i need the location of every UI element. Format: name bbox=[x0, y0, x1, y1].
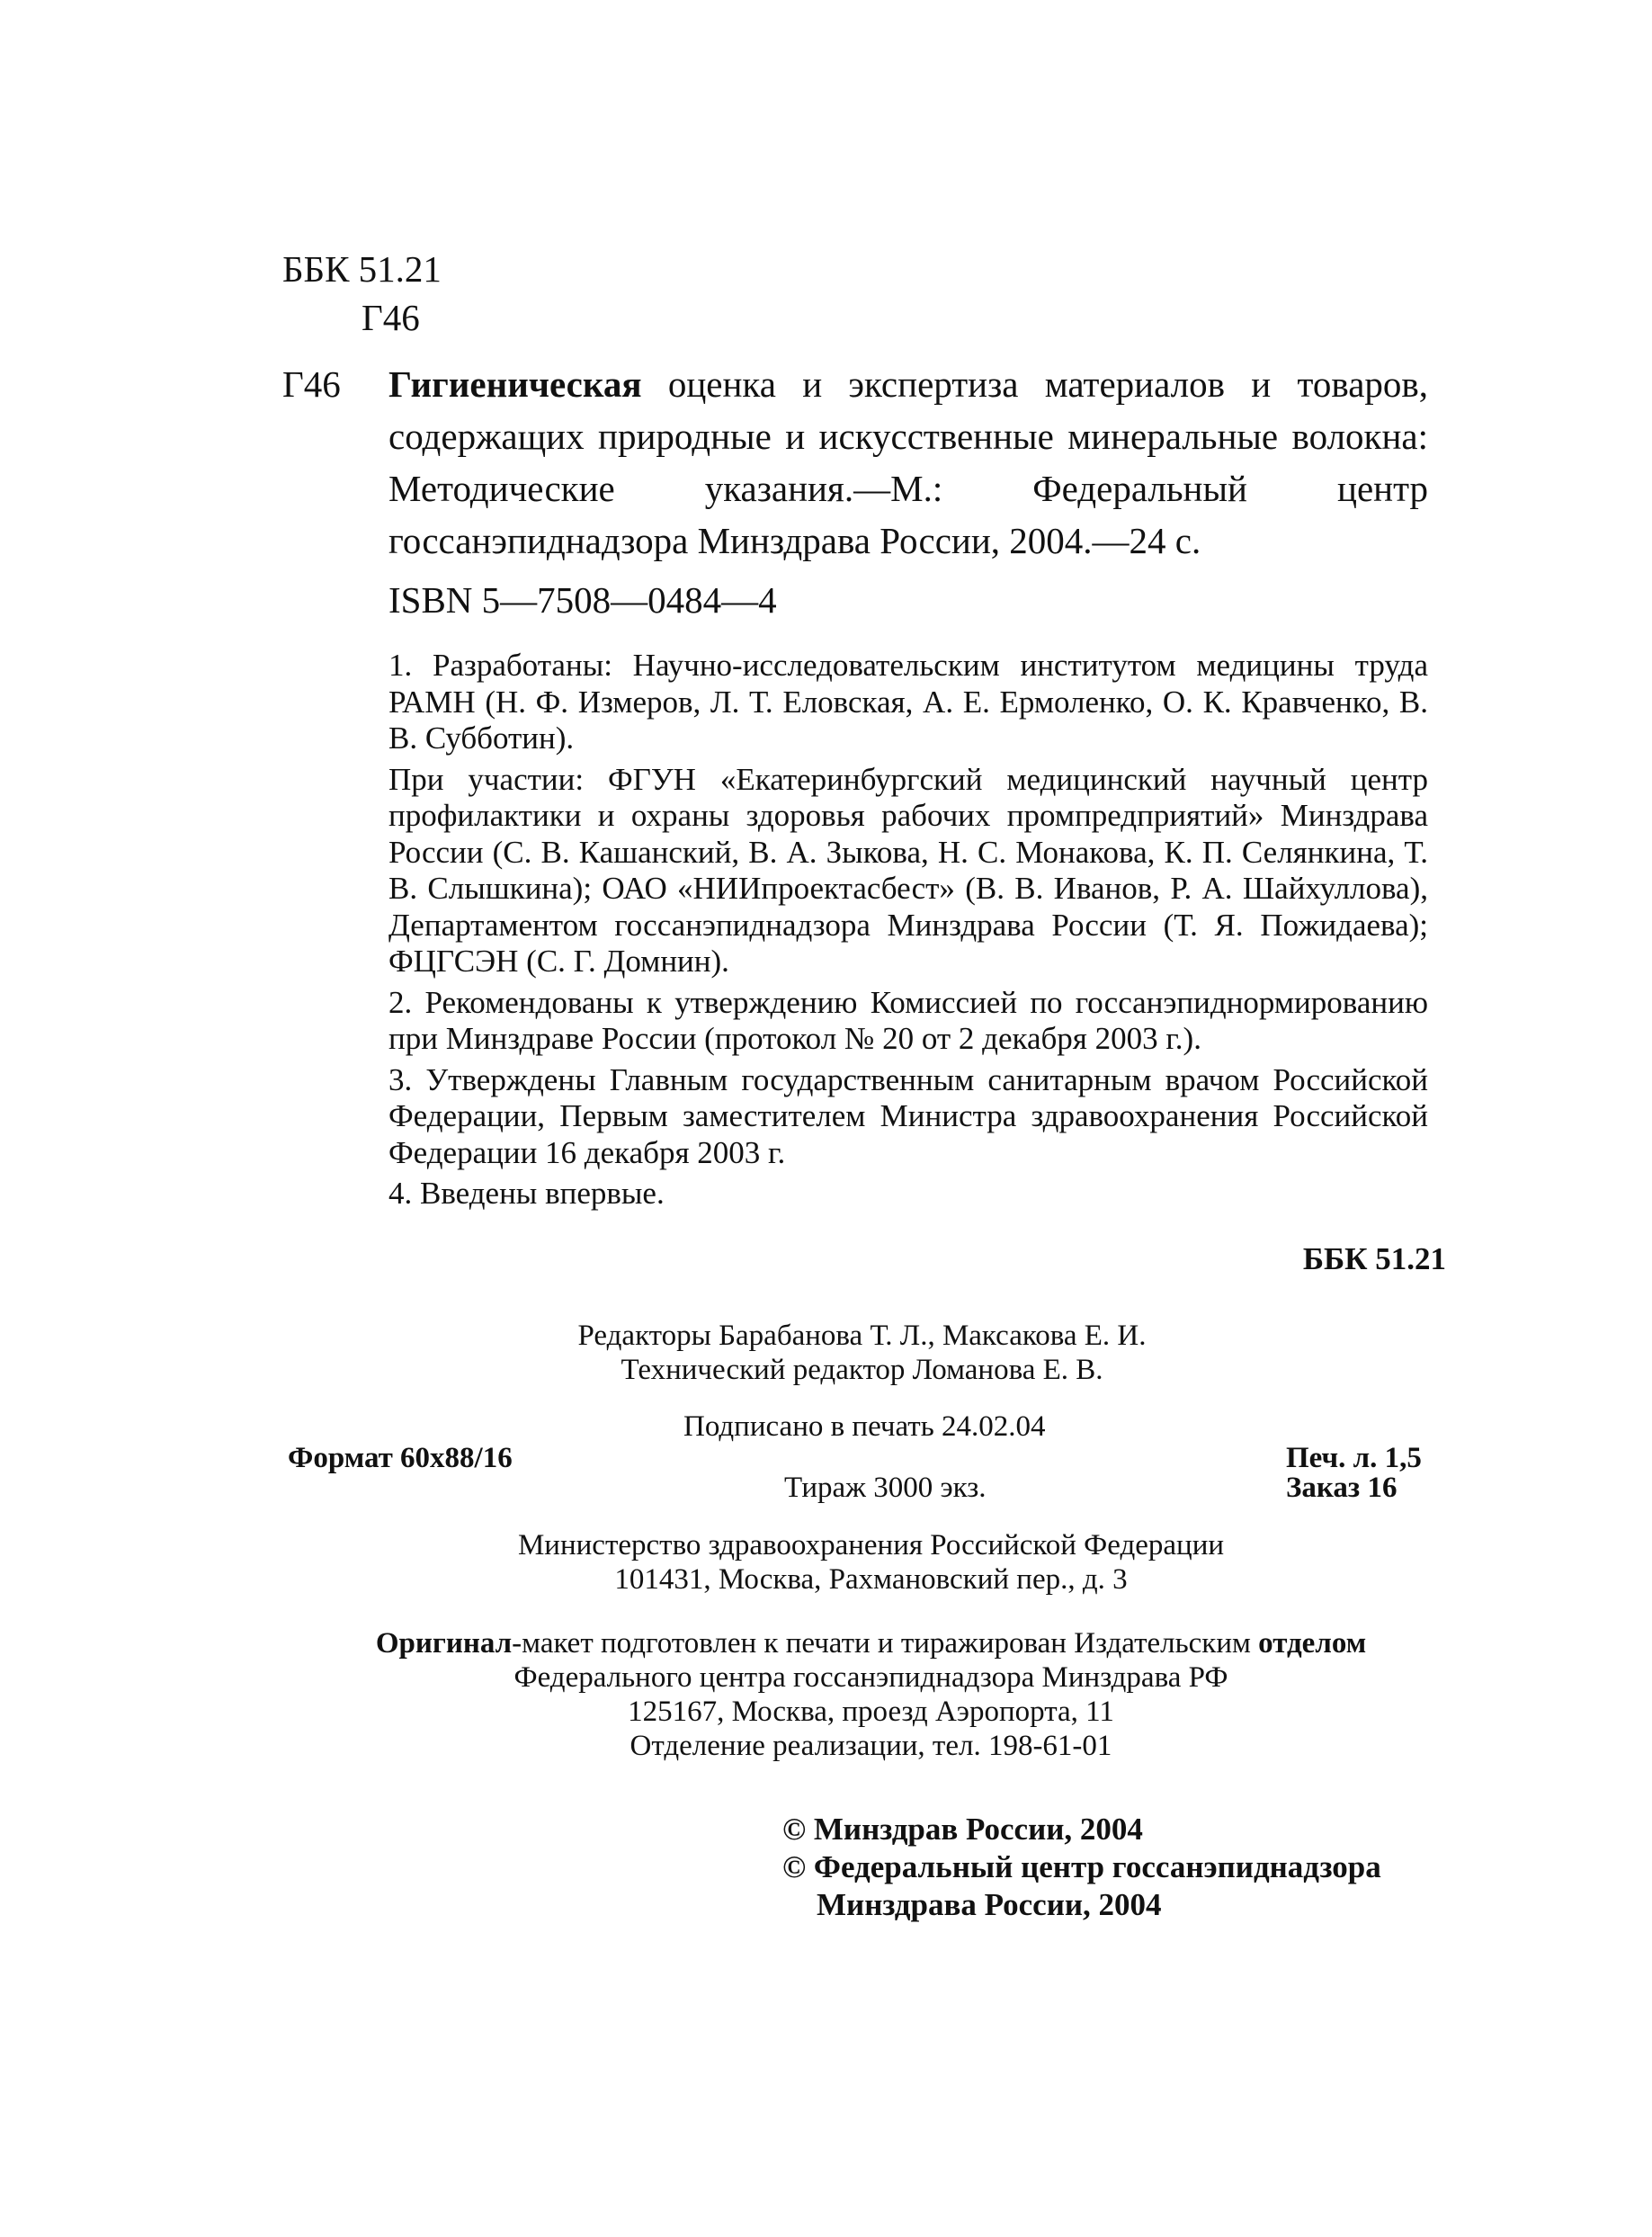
note-approved: 3. Утверждены Главным государственным санитарным врачом Российской Федерации, Первым заместителем Министра здравоохранения Российской Федерации 16 декабря 2003 г. bbox=[388, 1061, 1428, 1170]
printed-sheets: Печ. л. 1,5 bbox=[1286, 1442, 1422, 1474]
note-developed: 1. Разработаны: Научно-исследовательским институтом медицины труда РАМН (Н. Ф. Измеров, Л. Т. Еловская, А. Е. Ермоленко, О. К. Кравченко, В. В. Субботин). bbox=[388, 648, 1428, 756]
signed-to-print: Подписано в печать 24.02.04 bbox=[683, 1410, 1046, 1443]
note-participation: При участии: ФГУН «Екатеринбургский медицинский научный центр профилактики и охраны здоровья рабочих промпредприятий» Минздрава России (С. В. Кашанский, В. А. Зыкова, Н. С. Монакова, К. П. Селянкина, Т. В. Слышкина); ОАО «НИИпроектасбест» (В. В. Иванов, Р. А. Шайхуллова), Департаментом госсанэпиднадзора Минздрава России (Т. Я. Пожидаева); ФЦГСЭН (С. Г. Домнин). bbox=[388, 761, 1428, 979]
bibliographic-entry bbox=[388, 358, 1428, 567]
printer-line-2: Федерального центра госсанэпиднадзора Минздрава РФ bbox=[513, 1661, 1228, 1694]
author-mark: Г46 bbox=[362, 297, 420, 338]
editors-block bbox=[0, 1319, 1652, 1387]
isbn: ISBN 5—7508—0484—4 bbox=[388, 579, 777, 621]
printer-address: 125167, Москва, проезд Аэропорта, 11 bbox=[628, 1696, 1114, 1728]
development-notes bbox=[388, 648, 1428, 1217]
order-number: Заказ 16 bbox=[1286, 1472, 1398, 1504]
bbk-index-top bbox=[282, 245, 442, 342]
printer-line-1-text: -макет подготовлен к печати и тиражирован Издательским bbox=[512, 1627, 1251, 1660]
copyright-line-2: © Федеральный центр госсанэпиднадзора bbox=[782, 1849, 1381, 1884]
entry-title-bold: Гигиеническая bbox=[388, 363, 642, 405]
print-run: Тираж 3000 экз. bbox=[784, 1472, 987, 1504]
publisher-address: 101431, Москва, Рахмановский пер., д. 3 bbox=[614, 1563, 1128, 1596]
note-introduced: 4. Введены впервые. bbox=[388, 1176, 665, 1211]
bbk-code: ББК 51.21 bbox=[282, 248, 442, 290]
copyright-block bbox=[782, 1811, 1381, 1924]
copyright-line-1: © Минздрав России, 2004 bbox=[782, 1812, 1143, 1847]
printer-line-1 bbox=[0, 1626, 1652, 1660]
editors: Редакторы Барабанова Т. Л., Максакова Е. И. bbox=[577, 1320, 1147, 1352]
publisher-block bbox=[0, 1528, 1652, 1597]
note-recommended: 2. Рекомендованы к утверждению Комиссией по госсанэпиднормированию при Минздраве России (протокол № 20 от 2 декабря 2003 г.). bbox=[388, 984, 1428, 1056]
bbk-index-bottom: ББК 51.21 bbox=[1302, 1241, 1446, 1276]
entry-text: оценка и экспертиза материалов и товаров, содержащих природные и искусственные минеральные волокна: Методические указания.—М.: Федеральный центр госсанэпиднадзора Минздрава России, 2004.—24 с. bbox=[388, 363, 1429, 561]
publisher-name: Министерство здравоохранения Российской Федерации bbox=[517, 1529, 1225, 1561]
printer-bold-start: Оригинал bbox=[375, 1627, 513, 1660]
printer-bold-end: отделом bbox=[1258, 1627, 1367, 1660]
printer-block bbox=[0, 1626, 1652, 1763]
paper-format: Формат 60x88/16 bbox=[288, 1442, 513, 1474]
copyright-line-3: Минздрава России, 2004 bbox=[817, 1887, 1162, 1922]
printer-phone: Отделение реализации, тел. 198-61-01 bbox=[630, 1730, 1112, 1762]
entry-author-mark: Г46 bbox=[282, 363, 341, 405]
technical-editor: Технический редактор Ломанова Е. В. bbox=[621, 1354, 1103, 1386]
